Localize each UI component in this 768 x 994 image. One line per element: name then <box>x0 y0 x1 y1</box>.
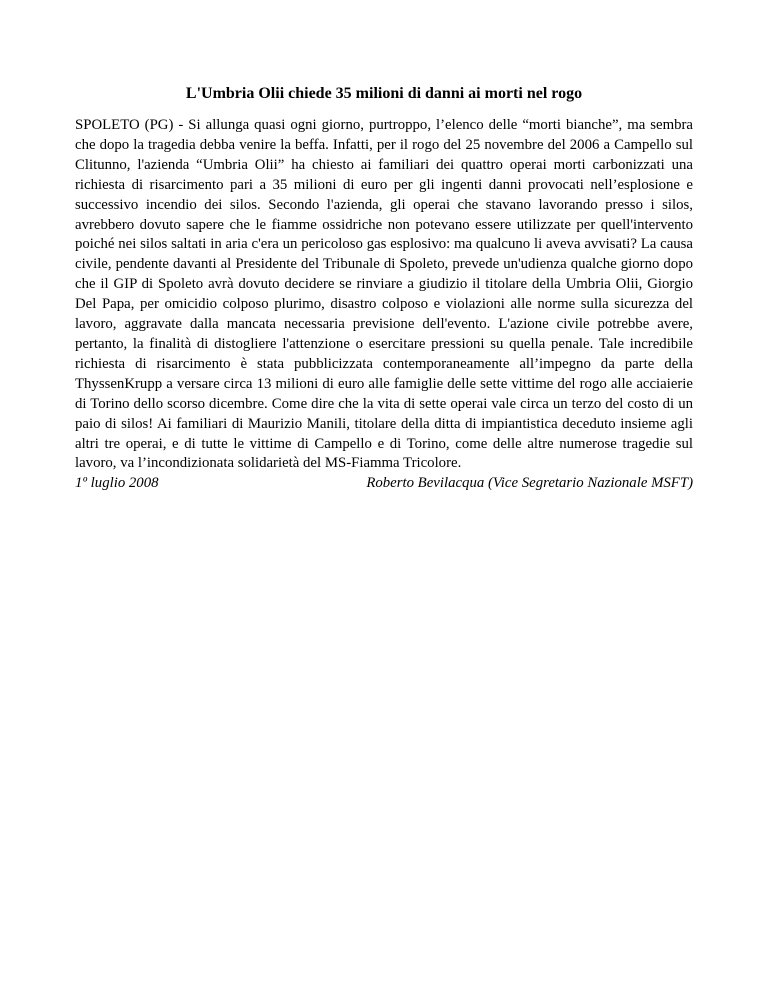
document-date: 1º luglio 2008 <box>75 475 159 492</box>
document-footer <box>75 474 693 494</box>
document-signature: Roberto Bevilacqua (Vice Segretario Nazionale MSFT) <box>366 475 693 492</box>
document-title: L'Umbria Olii chiede 35 milioni di danni ai morti nel rogo <box>185 85 583 102</box>
document-page <box>75 84 693 494</box>
document-body: SPOLETO (PG) - Si allunga quasi ogni giorno, purtroppo, l’elenco delle “morti bianche”, ma sembra che dopo la tragedia debba venire la beffa. Infatti, per il rogo del 25 novembre del 2006 a Campello sul Clitunno, l'azienda “Umbria Olii” ha chiesto ai familiari dei quattro operai morti carbonizzati una richiesta di risarcimento pari a 35 milioni di euro per gli ingenti danni provocati nell’esplosione e successivo incendio dei silos. Secondo l'azienda, gli operai che stavano lavorando presso i silos, avrebbero dovuto sapere che le fiamme ossidriche non potevano essere utilizzate per quell'intervento poiché nei silos saltati in aria c'era un pericoloso gas esplosivo: ma qualcuno li aveva avvisati? La causa civile, pendente davanti al Presidente del Tribunale di Spoleto, prevede un'udienza qualche giorno dopo che il GIP di Spoleto avrà dovuto decidere se rinviare a giudizio il titolare della Umbria Olii, Giorgio Del Papa, per omicidio colposo plurimo, disastro colposo e violazioni alle norme sulla sicurezza del lavoro, aggravate dalla mancata necessaria previsione dell'evento. L'azione civile potrebbe avere, pertanto, la finalità di distogliere l'attenzione o esercitare pressioni su quella penale. Tale incredibile richiesta di risarcimento è stata pubblicizzata contemporaneamente all’impegno da parte della ThyssenKrupp a versare circa 13 milioni di euro alle famiglie delle sette vittime del rogo alle acciaierie di Torino dello scorso dicembre. Come dire che la vita di sette operai vale circa un terzo del costo di un paio di silos! Ai familiari di Maurizio Manili, titolare della ditta di impiantistica deceduto insieme agli altri tre operai, e di tutte le vittime di Campello e di Torino, come delle altre numerose tragedie sul lavoro, va l’incondizionata solidarietà del MS-Fiamma Tricolore. <box>75 117 693 472</box>
